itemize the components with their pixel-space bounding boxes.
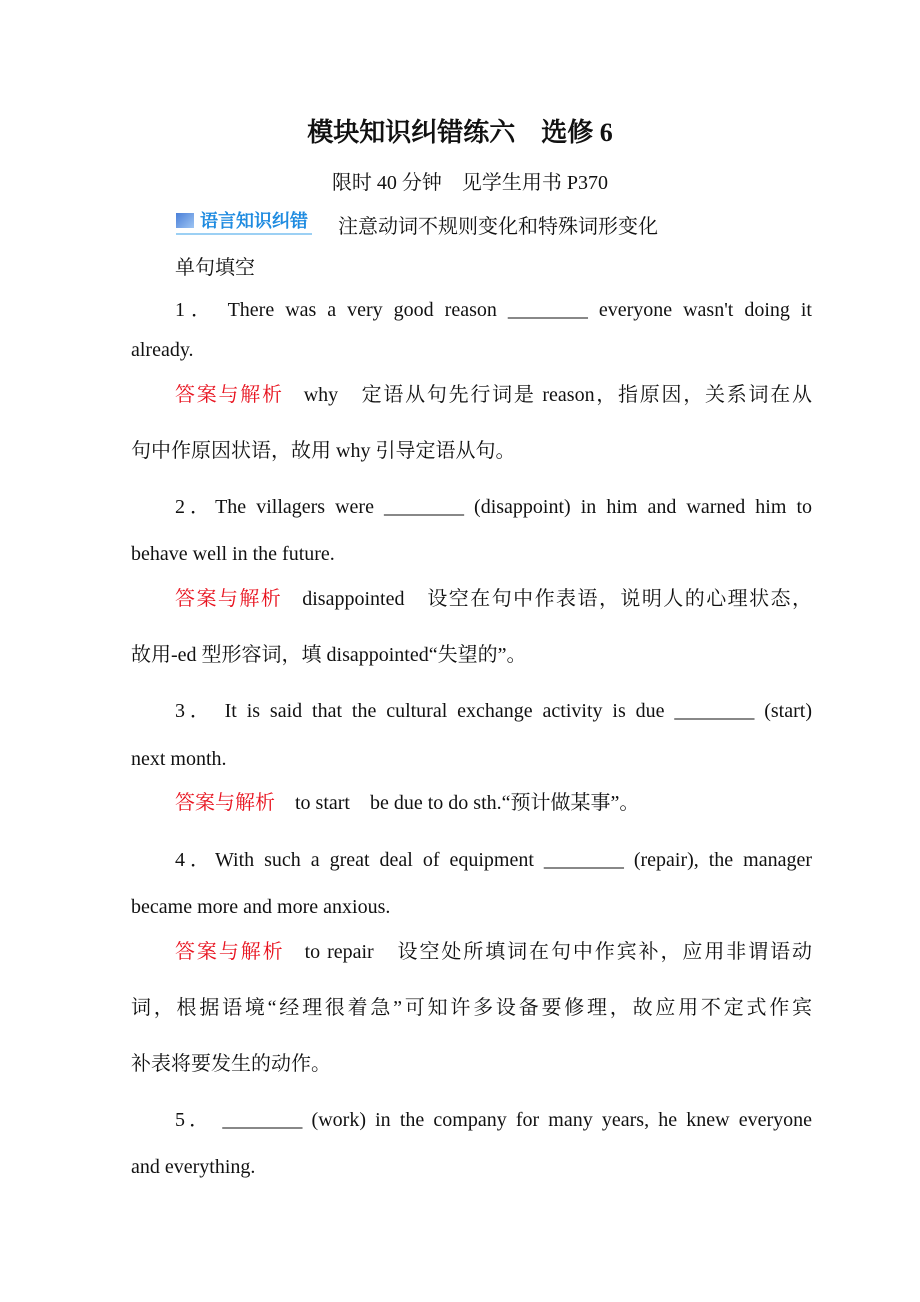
answer-label: 答案与解析 [175,792,275,814]
page-subtitle: 限时 40 分钟 见学生用书 P370 [331,172,609,194]
question-3-line-1: 3． It is said that the cultural exchange activity is due ________ (start) [175,700,812,722]
question-2-line-1: 2．The villagers were ________ (disappoint) in him and warned him to [175,496,812,518]
section-badge [176,207,312,235]
section-heading: 单句填空 [175,257,255,279]
question-1-line-1: 1． There was a very good reason ________ everyone wasn't doing it [175,299,812,321]
question-3-line-2: next month. [131,748,227,770]
answer-text: why 定语从句先行词是 reason，指原因，关系词在从 [303,384,813,406]
answer-label: 答案与解析 [175,588,283,610]
question-5-line-1: 5． ________ (work) in the company for many years, he knew everyone [175,1109,812,1131]
answer-text: to repair 设空处所填词在句中作宾补，应用非谓语动 [304,941,813,963]
question-1-line-2: already. [131,339,194,361]
answer-2-line-2: 故用-ed 型形容词，填 disappointed“失望的”。 [131,644,527,666]
badge-label: 语言知识纠错 [200,211,308,231]
answer-2-line-1 [175,585,812,613]
badge-icon [176,213,194,228]
answer-text: disappointed 设空在句中作表语，说明人的心理状态， [302,588,812,610]
question-4-line-2: became more and more anxious. [131,896,391,918]
answer-label: 答案与解析 [175,941,285,963]
answer-1-line-2: 句中作原因状语，故用 why 引导定语从句。 [131,440,516,462]
answer-3-line-1 [175,789,812,817]
answer-4-line-2: 词，根据语境“经理很着急”可知许多设备要修理，故应用不定式作宾 [131,997,812,1019]
page-title: 模块知识纠错练六 选修 6 [307,118,613,147]
question-4-line-1: 4．With such a great deal of equipment ________ (repair), the manager [175,849,812,871]
answer-text: to start be due to do sth.“预计做某事”。 [295,792,640,814]
answer-1-line-1 [175,381,812,409]
question-2-line-2: behave well in the future. [131,543,335,565]
answer-4-line-1 [175,938,812,966]
answer-label: 答案与解析 [175,384,284,406]
answer-4-line-3: 补表将要发生的动作。 [131,1053,331,1075]
section-note: 注意动词不规则变化和特殊词形变化 [338,216,658,238]
question-5-line-2: and everything. [131,1156,256,1178]
